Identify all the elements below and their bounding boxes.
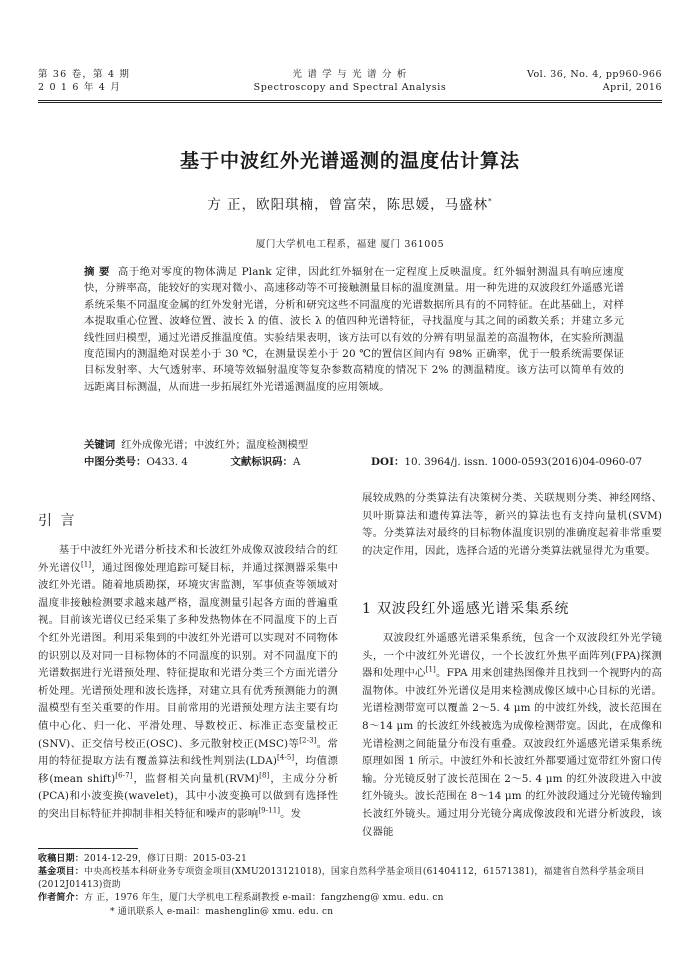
- intro-text-6: ，主成分分析(PCA)和小波变换(wavelet)，其中小波变换可以做到有选择性的突出目标特征并抑制非相关特征和噪声的影响: [38, 772, 338, 820]
- funding-label: 基金项目：: [38, 867, 85, 877]
- clc-label: 中图分类号：: [84, 456, 147, 468]
- corresponding-author-mark: *: [488, 197, 493, 206]
- journal-title-cn: 光 谱 学 与 光 谱 分 析: [292, 69, 408, 80]
- citation-ref: [2-3]: [299, 736, 317, 745]
- paper-title: 基于中波红外光谱遥测的温度估计算法: [179, 150, 520, 172]
- intro-text-2: ，通过图像处理追踪可疑目标，并通过探测器采集中波红外光谱。随着地质勘探，环境灾害监测，军事侦查等领域对温度非接触检测要求越来越严格，温度测量引起各方面的普遍重视。目前该光谱仪已经采集了多种发热物体在不同温度下的上百个红外光谱图。利用采集到的中波红外光谱可以实现对不同物体的识别以及对同一目标物体的不同温度的识别。对不同温度下的光谱数据进行光谱预处理、特征提取和光谱分类三个方面光谱分析处理。光谱预处理和波长选择，对建立具有优秀预测能力的测温模型有至关重要的作用。目前常用的光谱预处理方法主要有均值中心化、归一化、平滑处理、导数校正、标准正态变量校正(SNV)、正交信号校正(OSC)、多元散射校正(MSC)等: [38, 561, 338, 750]
- citation-ref: [8]: [259, 771, 270, 780]
- doi-label: DOI：: [371, 456, 405, 468]
- footnote-received: [38, 853, 662, 866]
- doc-code-value: A: [292, 456, 301, 468]
- citation-ref: [1]: [425, 665, 436, 674]
- section1-heading: 1 双波段红外遥感光谱采集系统: [362, 601, 570, 617]
- citation-volume-pages: Vol. 36, No. 4, pp960-966: [526, 69, 662, 80]
- footnote-corresponding: * 通讯联系人 e-mail：mashenglin@ xmu. edu. cn: [110, 907, 334, 917]
- classification-line: [84, 454, 664, 470]
- doc-code-label: 文献标识码：: [230, 456, 293, 468]
- volume-issue-text: 第 36 卷，第 4 期: [38, 69, 131, 80]
- section1-text-1: 双波段红外遥感光谱采集系统，包含一个双波段红外光学镜头，一个中波红外光谱仪，一个长波红外焦平面阵列(FPA)探测器和处理中心: [362, 632, 662, 680]
- funding-value: 中央高校基本科研业务专项资金项目(XMU2013121018)，国家自然科学基金项目(61404112，61571381)，福建省自然科学基金项目(2012J01413)资助: [38, 867, 645, 890]
- footnote-rule: [38, 848, 138, 849]
- intro-paragraph: [38, 542, 338, 824]
- header-rule-bottom: [38, 102, 662, 103]
- affiliation: 厦门大学机电工程系，福建 厦门 361005: [255, 239, 445, 250]
- section1-paragraph: [362, 630, 662, 841]
- intro-continuation: 展较成熟的分类算法有决策树分类、关联规则分类、神经网络、贝叶斯算法和遗传算法等，新兴的算法也有支持向量机(SVM)等。分类算法对最终的目标物体温度识别的准确度起着非常重要的决定作用，因此，选择合适的光谱分类算法就显得尤为重要。: [362, 492, 662, 557]
- citation-ref: [9-11]: [258, 806, 281, 815]
- abstract-text: 高于绝对零度的物体满足 Plank 定律，因此红外辐射在一定程度上反映温度。红外辐射测温具有响应速度快，分辨率高，能较好的实现对微小、高速移动等不可接触测量目标的温度测量。用一种先进的双波段红外遥感光谱系统采集不同温度金属的红外发射光谱，分析和研究这些不同温度的光谱数据所具有的不同特征。在此基础上，对样本提取重心位置、波峰位置、波长 λ 的值、波长 λ 的值四种光谱特征，寻找温度与其之间的函数关系；并建立多元线性回归模型，通过光谱反推温度值。实验结果表明，该方法可以有效的分辨有明显温差的高温物体，在实验所测温度范围内的测温绝对误差小于 30 ℃，在测量误差小于 20 ℃的置信区间内有 98% 正确率，优于一般系统需要保证目标发射率、大气透射率、环境等效辐射温度等复杂参数高精度的情况下 2% 的测温精度。该方法可以简单有效的远距离目标测温，从而进一步拓展红外光谱遥测温度的应用领域。: [84, 266, 624, 393]
- publication-date-cn: 2 0 1 6 年 4 月: [38, 82, 121, 93]
- keywords: [84, 437, 644, 453]
- citation-ref: [4-5]: [277, 753, 295, 762]
- keywords-label: 关键词: [84, 439, 116, 451]
- header-rule-top: [38, 100, 662, 101]
- clc-value: O433. 4: [146, 456, 188, 468]
- publication-date-en: April, 2016: [602, 82, 662, 93]
- abstract: [84, 264, 624, 395]
- received-label: 收稿日期：: [38, 854, 85, 864]
- journal-citation: [527, 68, 662, 94]
- citation-ref: [6-7]: [115, 771, 133, 780]
- intro-text-5: ，监督相关向量机(RVM): [132, 772, 260, 785]
- author-bio-value: 方 正，1976 年生，厦门大学机电工程系副教授 e-mail：fangzheng@ xmu. edu. cn: [84, 893, 444, 903]
- received-value: 2014-12-29，修订日期：2015-03-21: [84, 854, 247, 864]
- author-list: [0, 193, 700, 213]
- journal-title-en: Spectroscopy and Spectral Analysis: [253, 82, 447, 93]
- intro-text-7: 。发: [280, 807, 302, 820]
- footnote-author: [38, 892, 662, 905]
- footnote-funding: [38, 866, 662, 892]
- author-names: 方 正，欧阳琪楠，曾富荣，陈思媛，马盛林: [207, 197, 489, 213]
- intro-text-4: ，均值漂移(mean shift): [38, 755, 338, 785]
- intro-text-1: 基于中波红外光谱分析技术和长波红外成像双波段结合的红外光谱仪: [38, 544, 338, 574]
- citation-ref: [1]: [80, 560, 92, 569]
- abstract-label: 摘 要: [84, 266, 110, 278]
- doi-value: 10. 3964/j. issn. 1000-0593(2016)04-0960-07: [404, 456, 643, 468]
- section1-text-2: 。FPA 用来创建热图像并且找到一个视野内的高温物体。中波红外光谱仪是用来检测成像区域中心目标的光谱。光谱检测带宽可以覆盖 2～5. 4 μm 的中波红外线，波长范围在 8～14 μm 的长波红外线被选为成像检测带宽。因此，在成像和光谱检测之间能量分布没有重叠。双波段红外遥感光谱采集系统原理如图 1 所示。中波红外和长波红外都要通过宽带红外窗口传输。分光镜反射了波长范围在 2～5. 4 μm 的红外波段进入中波红外镜头。波长范围在 8～14 μm 的红外波段通过分光镜传输到长波红外镜头。通过用分光镜分离成像波段和光谱分析波段，该仪器能: [362, 667, 662, 838]
- author-bio-label: 作者简介：: [38, 893, 85, 903]
- keywords-text: 红外成像光谱；中波红外；温度检测模型: [121, 439, 309, 451]
- intro-heading: 引 言: [38, 513, 77, 529]
- intro-text-3: 。常用的特征提取方法有覆盖算法和线性判别法(LDA): [38, 737, 338, 768]
